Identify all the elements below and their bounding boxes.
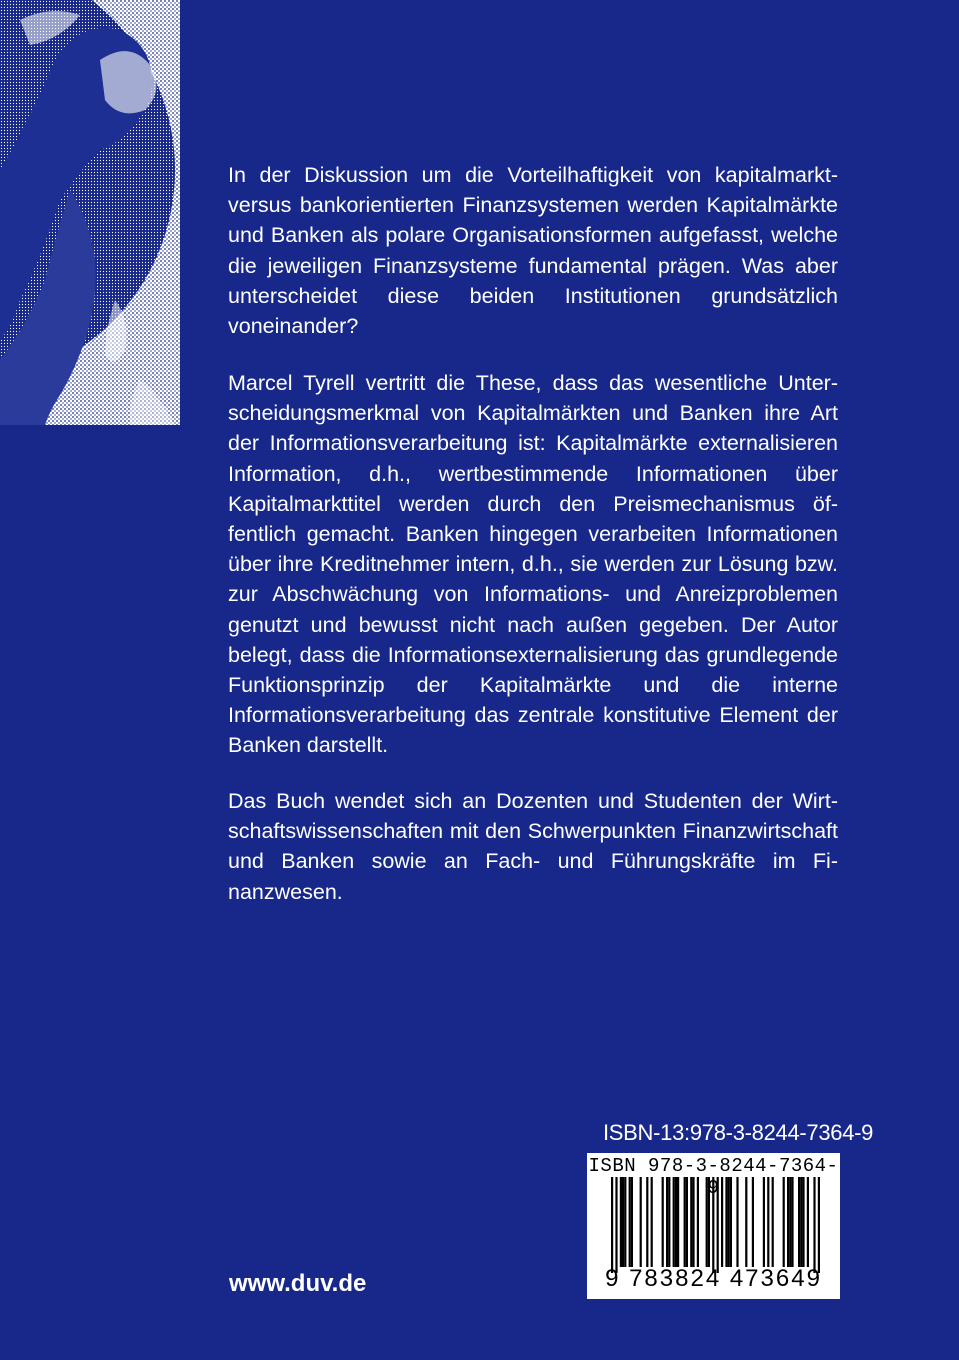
barcode-bar (624, 1177, 626, 1267)
barcode-bar (666, 1177, 668, 1267)
barcode-bar (763, 1177, 765, 1267)
barcode-bar (675, 1177, 677, 1267)
barcode-bar (620, 1177, 622, 1267)
barcode-bar (725, 1177, 727, 1267)
barcode-bar (721, 1177, 723, 1267)
barcode-bar (706, 1177, 708, 1267)
isbn-label: ISBN-13:978-3-8244-7364-9 (603, 1120, 874, 1145)
barcode-bar (677, 1177, 679, 1267)
publisher-url: www.duv.de (229, 1270, 367, 1297)
barcode-bar (730, 1177, 732, 1267)
barcode-bar (807, 1177, 809, 1267)
barcode-bar (697, 1177, 699, 1267)
barcode (587, 1153, 840, 1299)
barcode-bar (690, 1177, 692, 1267)
barcode-bar (631, 1177, 633, 1267)
barcode-bar (752, 1177, 754, 1267)
barcode-bar (736, 1177, 738, 1267)
barcode-bar (818, 1177, 820, 1273)
barcode-digits: 9 783824 473649 (605, 1265, 822, 1292)
barcode-bar (640, 1177, 642, 1267)
barcode-bar (686, 1177, 688, 1267)
barcode-bar (684, 1177, 686, 1267)
barcode-bar (673, 1177, 675, 1267)
barcode-isbn-text: ISBN 978-3-8244-7364-9 (588, 1155, 839, 1199)
barcode-bar (629, 1177, 631, 1267)
barcode-bar (745, 1177, 747, 1267)
barcode-bar (717, 1177, 719, 1273)
barcode-bar (800, 1177, 802, 1267)
barcode-bar (791, 1177, 793, 1267)
barcode-bar (798, 1177, 800, 1267)
barcode-bar (789, 1177, 791, 1267)
barcode-bar (802, 1177, 804, 1267)
barcode-bar (651, 1177, 653, 1267)
barcode-bar (728, 1177, 730, 1267)
barcode-bar (692, 1177, 694, 1267)
barcode-bar (615, 1177, 617, 1273)
barcode-bar (813, 1177, 815, 1273)
barcode-bar (772, 1177, 774, 1267)
barcode-bar (622, 1177, 624, 1267)
barcode-bar (668, 1177, 670, 1267)
blurb-paragraph-2: Marcel Tyrell vertritt die These, dass das wesentliche Unterscheidungsmerkmal von Kapitalmärkten und Banken ihre Art der Informationsverarbeitung ist: Kapitalmärkte externalisieren Information, d.h., wertbestimmende Informationen über Kapitalmarkttitel werden durch den Preismechanismus öffentlich gemacht. Banken hingegen verarbeiten Informationen über ihre Kreditnehmer intern, d.h., sie werden zur Lösung bzw. zur Abschwächung von Informations- und Anreizproblemen genutzt und bewusst nicht nach außen gegeben. Der Autor belegt, dass die Informationsexternalisierung das grundlegende Funktionsprinzip der Kapitalmärkte und die interne Informationsverarbeitung das zentrale konstitutive Element der Banken darstellt. (228, 371, 838, 758)
barcode-bar (712, 1177, 714, 1273)
blurb-paragraph-1: In der Diskussion um die Vorteilhaftigkeit von kapitalmarktversus bankorientierten Finanzsystemen werden Kapitalmärkte und Banken als polare Organisationsformen aufgefasst, welche die jeweiligen Finanzsysteme fundamental prägen. Was aber unterscheidet diese beiden Institutionen grundsätzlich voneinander? (228, 163, 838, 339)
barcode-bar (767, 1177, 769, 1267)
barcode-bar (787, 1177, 789, 1267)
barcode-bar (646, 1177, 648, 1267)
barcode-bar (708, 1177, 710, 1267)
barcode-bar (783, 1177, 785, 1267)
barcode-bar (662, 1177, 664, 1267)
blurb-paragraph-3: Das Buch wendet sich an Dozenten und Studenten der Wirtschaftswissenschaften mit den Schwerpunkten Finanzwirtschaft und Banken sowie an Fach- und Führungskräfte im Finanzwesen. (228, 789, 838, 904)
barcode-bar (611, 1177, 613, 1273)
globe-illustration (0, 0, 180, 425)
